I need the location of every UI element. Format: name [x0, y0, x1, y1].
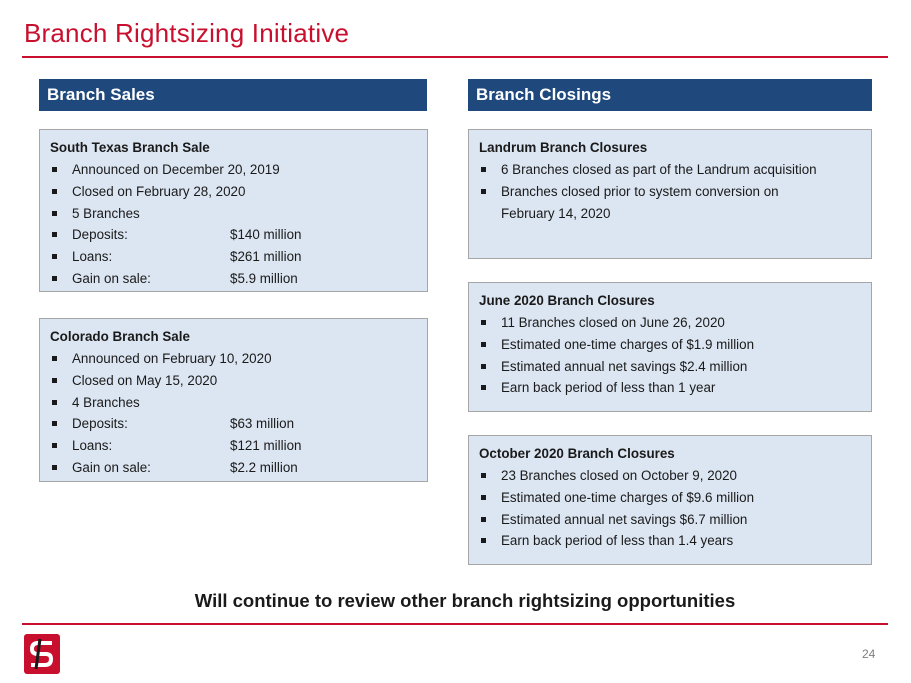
title-divider: [22, 56, 888, 58]
list-item: 11 Branches closed on June 26, 2020: [479, 312, 861, 334]
box-title: Landrum Branch Closures: [479, 140, 648, 155]
list-item: Gain on sale: $5.9 million: [50, 268, 417, 290]
list-item: Closed on May 15, 2020: [50, 370, 417, 392]
box-title: Colorado Branch Sale: [50, 329, 190, 344]
list-item: Closed on February 28, 2020: [50, 181, 417, 203]
list-item: Earn back period of less than 1 year: [479, 377, 861, 399]
landrum-closures-box: [468, 129, 872, 259]
list-item: Estimated annual net savings $2.4 million: [479, 356, 861, 378]
list-item: Loans: $261 million: [50, 246, 417, 268]
list-item: Earn back period of less than 1.4 years: [479, 530, 861, 552]
list-item: 6 Branches closed as part of the Landrum acquisition: [479, 159, 861, 181]
bullet-list: [479, 159, 861, 224]
list-item: Branches closed prior to system conversion on February 14, 2020: [479, 181, 861, 225]
list-item: Estimated annual net savings $6.7 million: [479, 509, 861, 531]
list-item: Gain on sale: $2.2 million: [50, 457, 417, 479]
page-number: 24: [862, 647, 876, 661]
list-item: 5 Branches: [50, 203, 417, 225]
footer-message: Will continue to review other branch rightsizing opportunities: [194, 590, 736, 611]
branch-sales-header: Branch Sales: [39, 79, 427, 111]
june-2020-closures-box: [468, 282, 872, 412]
list-item: 23 Branches closed on October 9, 2020: [479, 465, 861, 487]
bullet-list: [479, 465, 861, 552]
bullet-list: [479, 312, 861, 399]
october-2020-closures-box: [468, 435, 872, 565]
company-logo-icon: [24, 634, 60, 674]
list-item: Estimated one-time charges of $1.9 million: [479, 334, 861, 356]
list-item: Deposits: $140 million: [50, 224, 417, 246]
bullet-list: [50, 348, 417, 479]
list-item: 4 Branches: [50, 392, 417, 414]
box-title: South Texas Branch Sale: [50, 140, 210, 155]
bullet-list: [50, 159, 417, 290]
south-texas-sale-box: [39, 129, 428, 292]
list-item: Estimated one-time charges of $9.6 million: [479, 487, 861, 509]
box-title: June 2020 Branch Closures: [479, 293, 655, 308]
box-title: October 2020 Branch Closures: [479, 446, 675, 461]
branch-closings-header: Branch Closings: [468, 79, 872, 111]
list-item: Announced on February 10, 2020: [50, 348, 417, 370]
list-item: Announced on December 20, 2019: [50, 159, 417, 181]
footer-divider: [22, 623, 888, 625]
list-item: Deposits: $63 million: [50, 413, 417, 435]
colorado-sale-box: [39, 318, 428, 482]
list-item: Loans: $121 million: [50, 435, 417, 457]
page-title: Branch Rightsizing Initiative: [24, 18, 350, 48]
